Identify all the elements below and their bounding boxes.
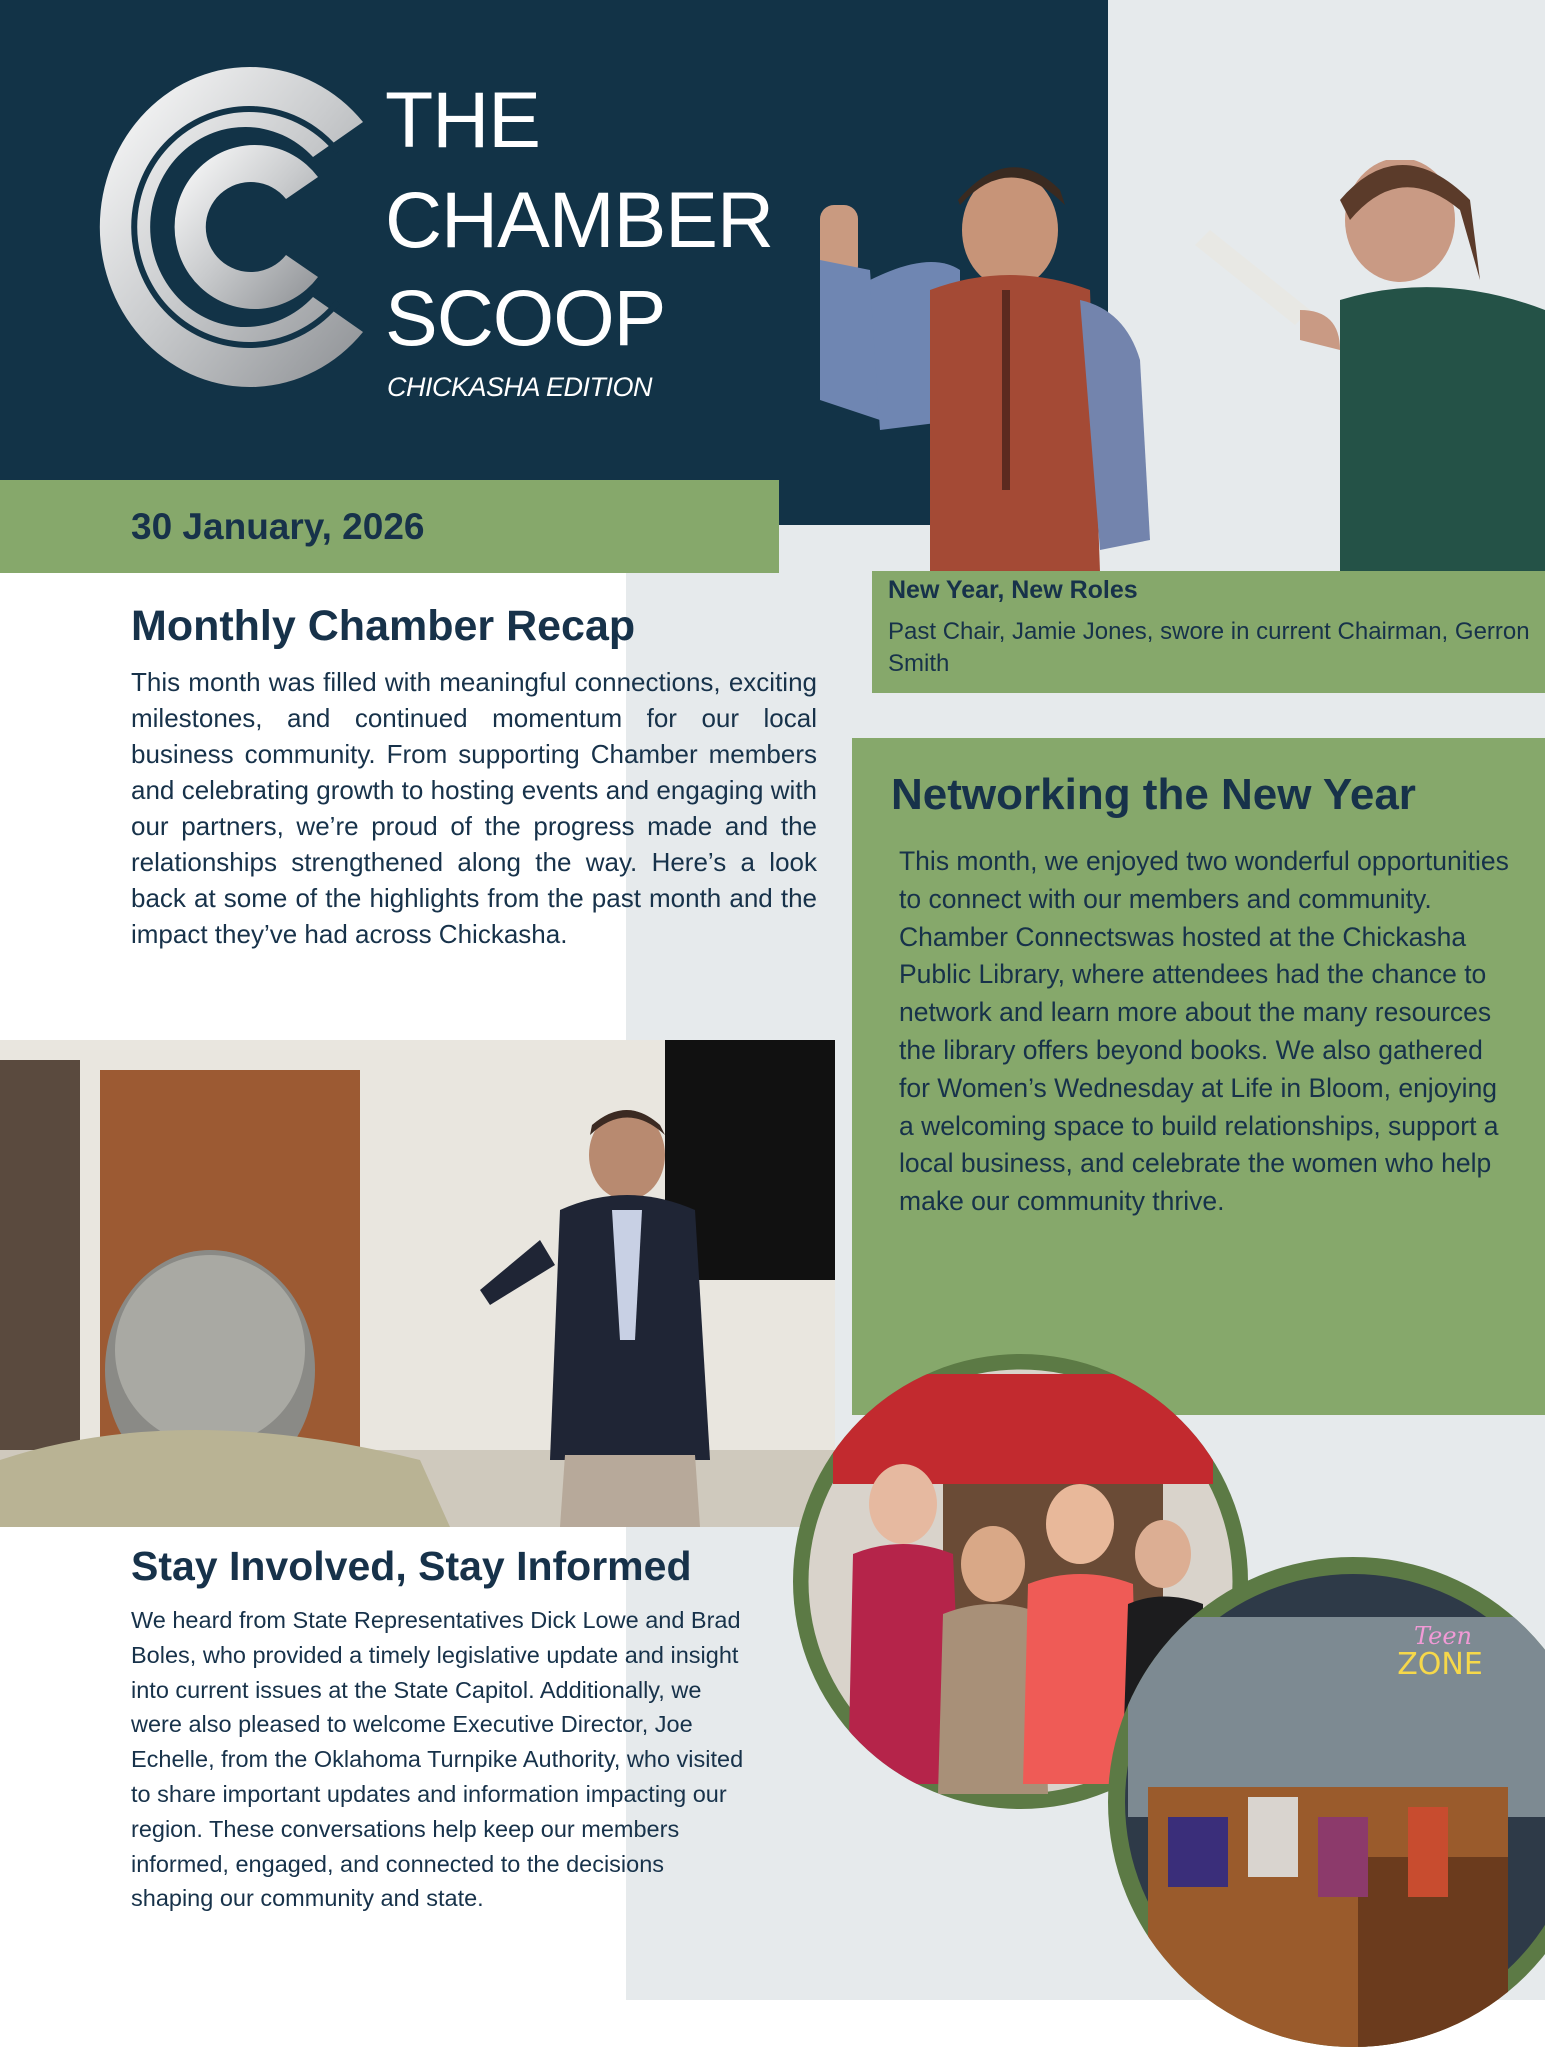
past-chair-figure [1195,160,1545,572]
title-line-2: CHAMBER [385,175,774,264]
library-photo [1108,1557,1545,2047]
teen-sign-line2: ZONE [1397,1647,1483,1682]
recap-body: This month was filled with meaningful connections, exciting milestones, and continued momentum for our local business community. From supporting Chamber members and celebrating growth to hosting events and engaging with our partners, we’re proud of the progress made and the relationships strengthened along the way. Here’s a look back at some of the highlights from the past month and the impact they’ve had across Chickasha. [131,667,817,949]
roles-caption-text: Past Chair, Jamie Jones, swore in current Chairman, Gerron Smith [888,618,1530,677]
involved-body: We heard from State Representatives Dick Lowe and Brad Boles, who provided a timely legislative update and insight into current issues at the State Capitol. Additionally, we were also pleased to welcome Executive Director, Joe Echelle, from the Oklahoma Turnpike Authority, who visited to share important updates and information impacting our region. These conversations help keep our members informed, engaged, and connected to the decisions shaping our community and state. [131,1607,744,1912]
roles-caption-title: New Year, New Roles [888,576,1138,604]
legislative-meeting-photo [0,1040,835,1527]
title-line-1: THE [385,75,540,164]
issue-date: 30 January, 2026 [131,506,425,547]
recap-heading: Monthly Chamber Recap [131,602,636,650]
chairman-figure [820,167,1150,572]
title-line-3: SCOOP [385,273,666,362]
networking-heading: Networking the New Year [891,770,1416,819]
chamber-logo [68,62,378,392]
networking-body: This month, we enjoyed two wonderful opportunities to connect with our members and community. Chamber Connectswas hosted at the Chickasha Public Library, where attendees had the chance to network and learn more about the many resources the library offers beyond books. We also gathered for Women’s Wednesday at Life in Bloom, enjoying a welcoming space to build relationships, support a local business, and celebrate the women who help make our community thrive. [899,846,1509,1217]
edition-label: CHICKASHA EDITION [387,372,653,402]
new-roles-photo [780,160,1545,572]
teen-sign-line1: Teen [1413,1622,1472,1650]
involved-heading: Stay Involved, Stay Informed [131,1543,692,1589]
